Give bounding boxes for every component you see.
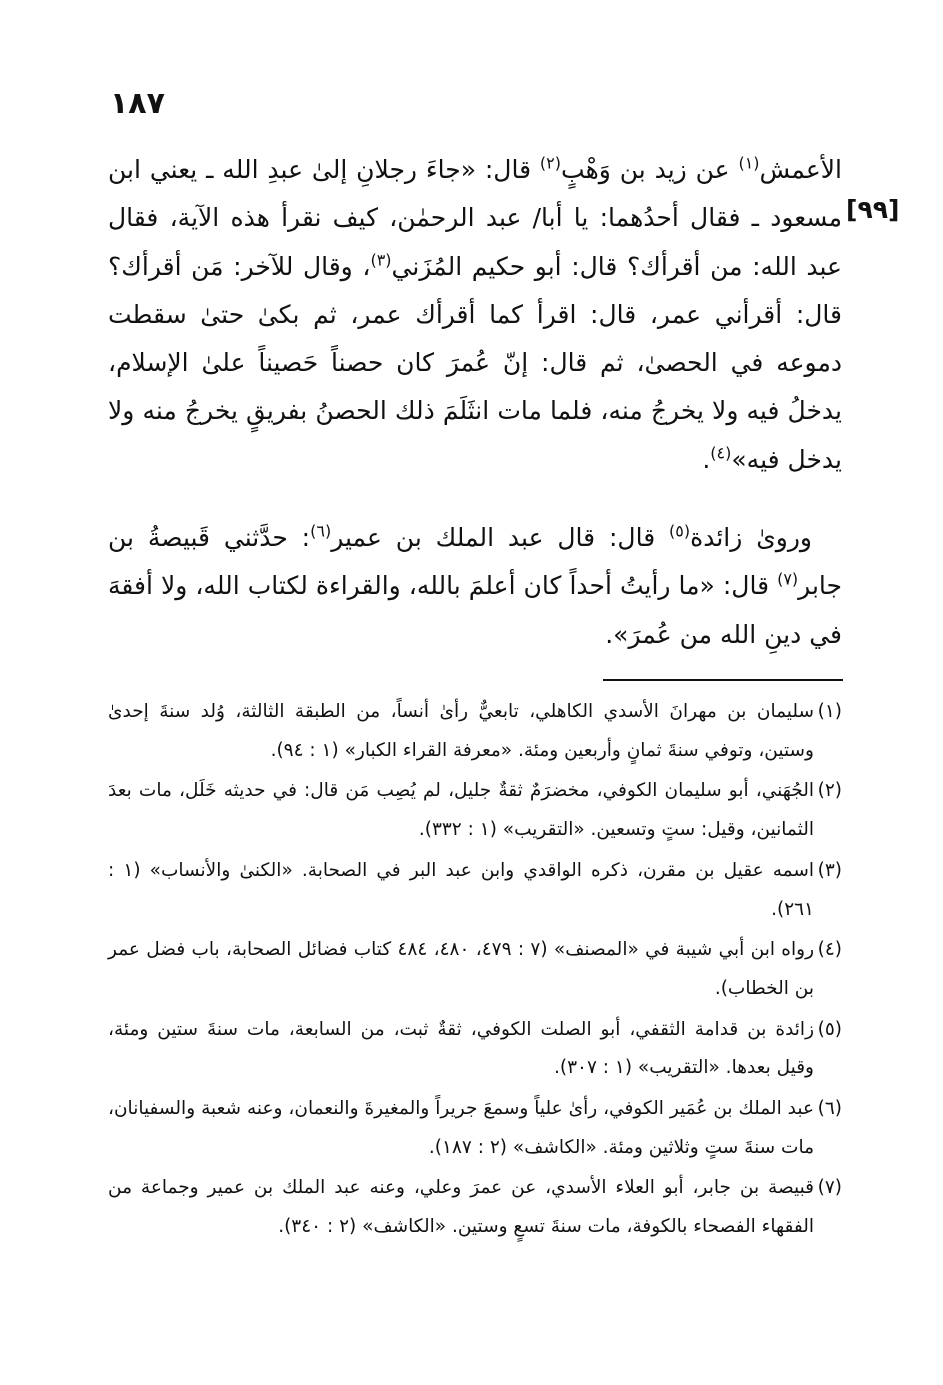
footnote-3 [108, 852, 842, 929]
text-segment: وروىٰ زائدة [690, 523, 812, 552]
footnotes [108, 693, 842, 1249]
footnote-6 [108, 1090, 842, 1167]
manuscript-page-reference: [٩٩] [846, 195, 900, 224]
footnote-ref-7: (٧) [777, 569, 799, 589]
footnote-ref-3: (٣) [370, 250, 392, 270]
footnote-text: زائدة بن قدامة الثقفي، أبو الصلت الكوفي، ثقةٌ ثبت، من السابعة، مات سنةَ ستين ومئة، وقيل بعدها. «التقريب» (١ : ٣٠٧). [108, 1018, 814, 1079]
footnote-ref-1: (١) [738, 153, 760, 173]
footnote-5 [108, 1011, 842, 1088]
footnote-1 [108, 693, 842, 770]
footnote-ref-5: (٥) [669, 521, 691, 541]
page-number: ١٨٧ [110, 86, 165, 121]
footnote-number: (٧) [817, 1177, 842, 1199]
text-segment: . [702, 444, 711, 474]
footnote-4 [108, 931, 842, 1008]
text-segment: : حدَّثني قَبيصةُ بن جابر [108, 523, 842, 601]
text-segment: قال: قال عبد الملك بن عمير [331, 523, 670, 552]
footnote-ref-6: (٦) [310, 521, 332, 541]
footnote-text: الجُهَني، أبو سليمان الكوفي، مخضرَمٌ ثقةٌ جليل، لم يُصِب مَن قال: في حديثه خَلَل، مات بعدَ الثمانين، وقيل: ستٍ وتسعين. «التقريب» (١ : ٣٣٢). [108, 780, 814, 841]
footnote-text: سليمان بن مهرانَ الأسدي الكاهلي، تابعيٌّ رأىٰ أنساً، من الطبقة الثالثة، وُلد سنةَ إحدىٰ وستين، وتوفي سنةَ ثمانٍ وأربعين ومئة. «معرفة القراء الكبار» (١ : ٩٤). [108, 701, 814, 761]
footnote-text: قبيصة بن جابر، أبو العلاء الأسدي، عن عمرَ وعلي، وعنه عبد الملك بن عمير وجماعة من الفقهاء الفصحاء بالكوفة، مات سنةَ تسعٍ وستين. «الكاشف» (٢ : ٣٤٠). [108, 1177, 814, 1238]
footnote-text: اسمه عقيل بن مقرن، ذكره الواقدي وابن عبد البر في الصحابة. «الكنىٰ والأنساب» (١ : ٢٦١). [108, 859, 814, 920]
footnote-number: (٣) [817, 859, 842, 881]
footnote-7 [108, 1169, 842, 1246]
text-segment: الأعمش [759, 155, 842, 184]
footnote-number: (١) [817, 701, 842, 722]
text-segment: ، وقال للآخر: مَن أقرأك؟ قال: أقرأني عمر، قال: اقرأ كما أقرأك عمر، ثم بكىٰ حتىٰ سقطت دموعه في الحصىٰ، ثم قال: إنّ عُمرَ كان حصناً حَصيناً علىٰ الإسلام، يدخلُ فيه ولا يخرجُ منه، فلما مات انثَلَمَ ذلك الحصنُ بفريقٍ يخرجُ منه ولا يدخل فيه» [108, 251, 842, 474]
footnote-number: (٥) [817, 1018, 842, 1040]
text-segment: عن زيد بن وَهْبٍ [561, 155, 739, 184]
footnote-text: رواه ابن أبي شيبة في «المصنف» (٧ : ٤٧٩، ٤٨٠، ٤٨٤ كتاب فضائل الصحابة، باب فضل عمر بن الخطاب). [108, 939, 814, 999]
footnote-number: (٢) [817, 780, 842, 802]
footnote-ref-4: (٤) [710, 443, 732, 463]
text-segment: قال: «جاءَ رجلانِ إلىٰ عبدِ الله ـ يعني ابن مسعود ـ فقال أحدُهما: يا أبا/ عبد الرحمٰن، كيف نقرأ هذه الآية، فقال عبد الله: من أقرأك؟ قال: أبو حكيم المُزَني [108, 155, 842, 281]
footnote-2 [108, 772, 842, 849]
text-segment: قال: «ما رأيتُ أحداً كان أعلمَ بالله، والقراءة لكتاب الله، ولا أفقهَ في دينِ الله من عُمرَ». [108, 571, 842, 649]
footnote-text: عبد الملك بن عُمَير الكوفي، رأىٰ علياً وسمعَ جريراً والمغيرةَ والنعمان، وعنه شعبة والسفيانان، مات سنةَ ستٍ وثلاثين ومئة. «الكاشف» (٢ : ١٨٧). [108, 1098, 814, 1158]
footnote-number: (٦) [817, 1098, 842, 1120]
footnote-number: (٤) [817, 939, 842, 961]
main-text-paragraph-1 [108, 146, 842, 484]
footnote-divider [603, 679, 843, 681]
main-text-paragraph-2 [108, 514, 842, 659]
footnote-ref-2: (٢) [539, 153, 562, 173]
